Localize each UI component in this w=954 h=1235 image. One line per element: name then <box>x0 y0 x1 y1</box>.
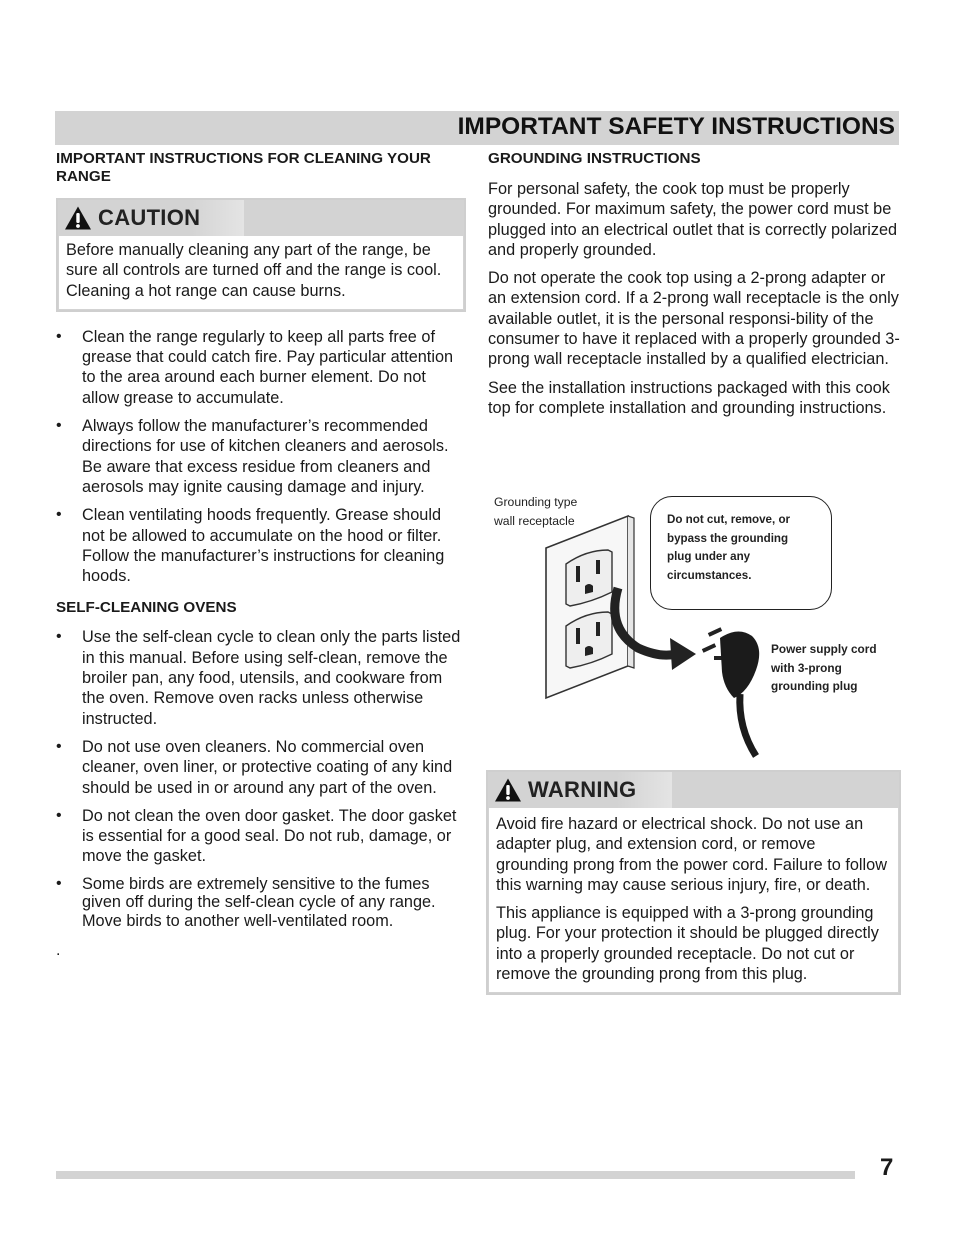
callout-bubble: Do not cut, remove, or bypass the grounding plug under any circumstances. <box>650 496 832 610</box>
bullet-dot: • <box>56 737 62 755</box>
warning-paragraph: Avoid fire hazard or electrical shock. Do not use an adapter plug, and extension cord, or remove grounding prong from the power cord. Failure to follow this warning may cause serious injury, fire, or death. <box>496 815 887 894</box>
bullet-dot: • <box>56 628 62 646</box>
warning-triangle-icon <box>64 205 92 231</box>
bullet-dot: • <box>56 874 62 892</box>
caution-body <box>59 236 463 309</box>
caution-box <box>56 198 466 312</box>
warning-header <box>488 772 899 808</box>
bullet-dot: • <box>56 417 62 435</box>
footer-bar <box>56 1171 855 1179</box>
list-item: • Clean ventilating hoods frequently. Grease should not be allowed to accumulate on the hood or filter. Follow the manufacturer’s instructions for cleaning hoods. <box>56 506 445 586</box>
grounding-paragraph: Do not operate the cook top using a 2-prong adapter or an extension cord. If a 2-prong wall receptacle is the only available outlet, it is the personal responsi-bility of the consumer to have it replaced with a properly grounded 3-prong wall receptacle installed by a qualified electrician. <box>488 269 900 369</box>
grounding-paragraph: For personal safety, the cook top must be properly grounded. For maximum safety, the power cord must be plugged into an electrical outlet that is correctly polarized and properly grounded. <box>488 180 898 259</box>
page-number: 7 <box>880 1154 894 1181</box>
grounding-heading: GROUNDING INSTRUCTIONS <box>488 150 701 167</box>
self-clean-heading: SELF-CLEANING OVENS <box>56 599 237 617</box>
warning-tab <box>488 772 672 808</box>
warning-paragraph: This appliance is equipped with a 3-prong grounding plug. For your protection it should be plugged directly into a properly grounded receptacle. Do not cut or remove the grounding prong from this plug. <box>496 904 879 984</box>
header-bar <box>55 111 899 145</box>
warning-body <box>489 808 898 992</box>
bullet-dot: • <box>56 327 62 345</box>
grounding-diagram <box>488 488 900 763</box>
list-item: • Some birds are extremely sensitive to the fumes given off during the self-clean cycle of any range. Move birds to another well-ventilated room. <box>56 874 436 930</box>
list-item: • Do not clean the oven door gasket. The door gasket is essential for a good seal. Do not rub, damage, or move the gasket. <box>56 806 457 866</box>
self-clean-bullet-list <box>56 627 466 930</box>
page-title: IMPORTANT SAFETY INSTRUCTIONS <box>457 113 895 140</box>
list-item: • Always follow the manufacturer’s recommended directions for use of kitchen cleaners and aerosols. Be aware that excess residue from cleaners and aerosols may ignite causing damage and injury. <box>56 417 449 496</box>
stray-mark: . <box>56 942 61 960</box>
cleaning-bullet-list <box>56 327 466 587</box>
right-column <box>488 150 900 418</box>
warning-triangle-icon <box>494 777 522 803</box>
receptacle-label: Grounding type wall receptacle <box>494 495 578 528</box>
caution-tab <box>58 200 244 236</box>
warning-box <box>486 770 901 995</box>
bullet-dot: • <box>56 806 62 824</box>
list-item: • Clean the range regularly to keep all parts free of grease that could catch fire. Pay particular attention to the area around each burner element. Do not allow grease to accumulate. <box>56 327 454 407</box>
list-item: • Use the self-clean cycle to clean only the parts listed in this manual. Before using self-clean, remove the broiler pan, any food, utensils, and cookware from the oven. Remove oven racks unless otherwise instructed. <box>56 628 461 728</box>
caution-text: Before manually cleaning any part of the range, be sure all controls are turned off and the range is cool. Cleaning a hot range can cause burns. <box>66 241 442 300</box>
cleaning-heading: IMPORTANT INSTRUCTIONS FOR CLEANING YOUR RANGE <box>56 150 431 185</box>
caution-header <box>58 200 464 236</box>
grounding-paragraph: See the installation instructions packaged with this cook top for complete installation and grounding instructions. <box>488 378 890 417</box>
warning-word: WARNING <box>528 777 637 802</box>
left-column <box>56 150 466 960</box>
list-item: • Do not use oven cleaners. No commercial oven cleaner, oven liner, or protective coating of any kind should be used in or around any part of the oven. <box>56 737 453 797</box>
cord-label: Power supply cord with 3-prong grounding plug <box>771 642 877 693</box>
bullet-dot: • <box>56 506 62 524</box>
caution-word: CAUTION <box>98 205 201 230</box>
